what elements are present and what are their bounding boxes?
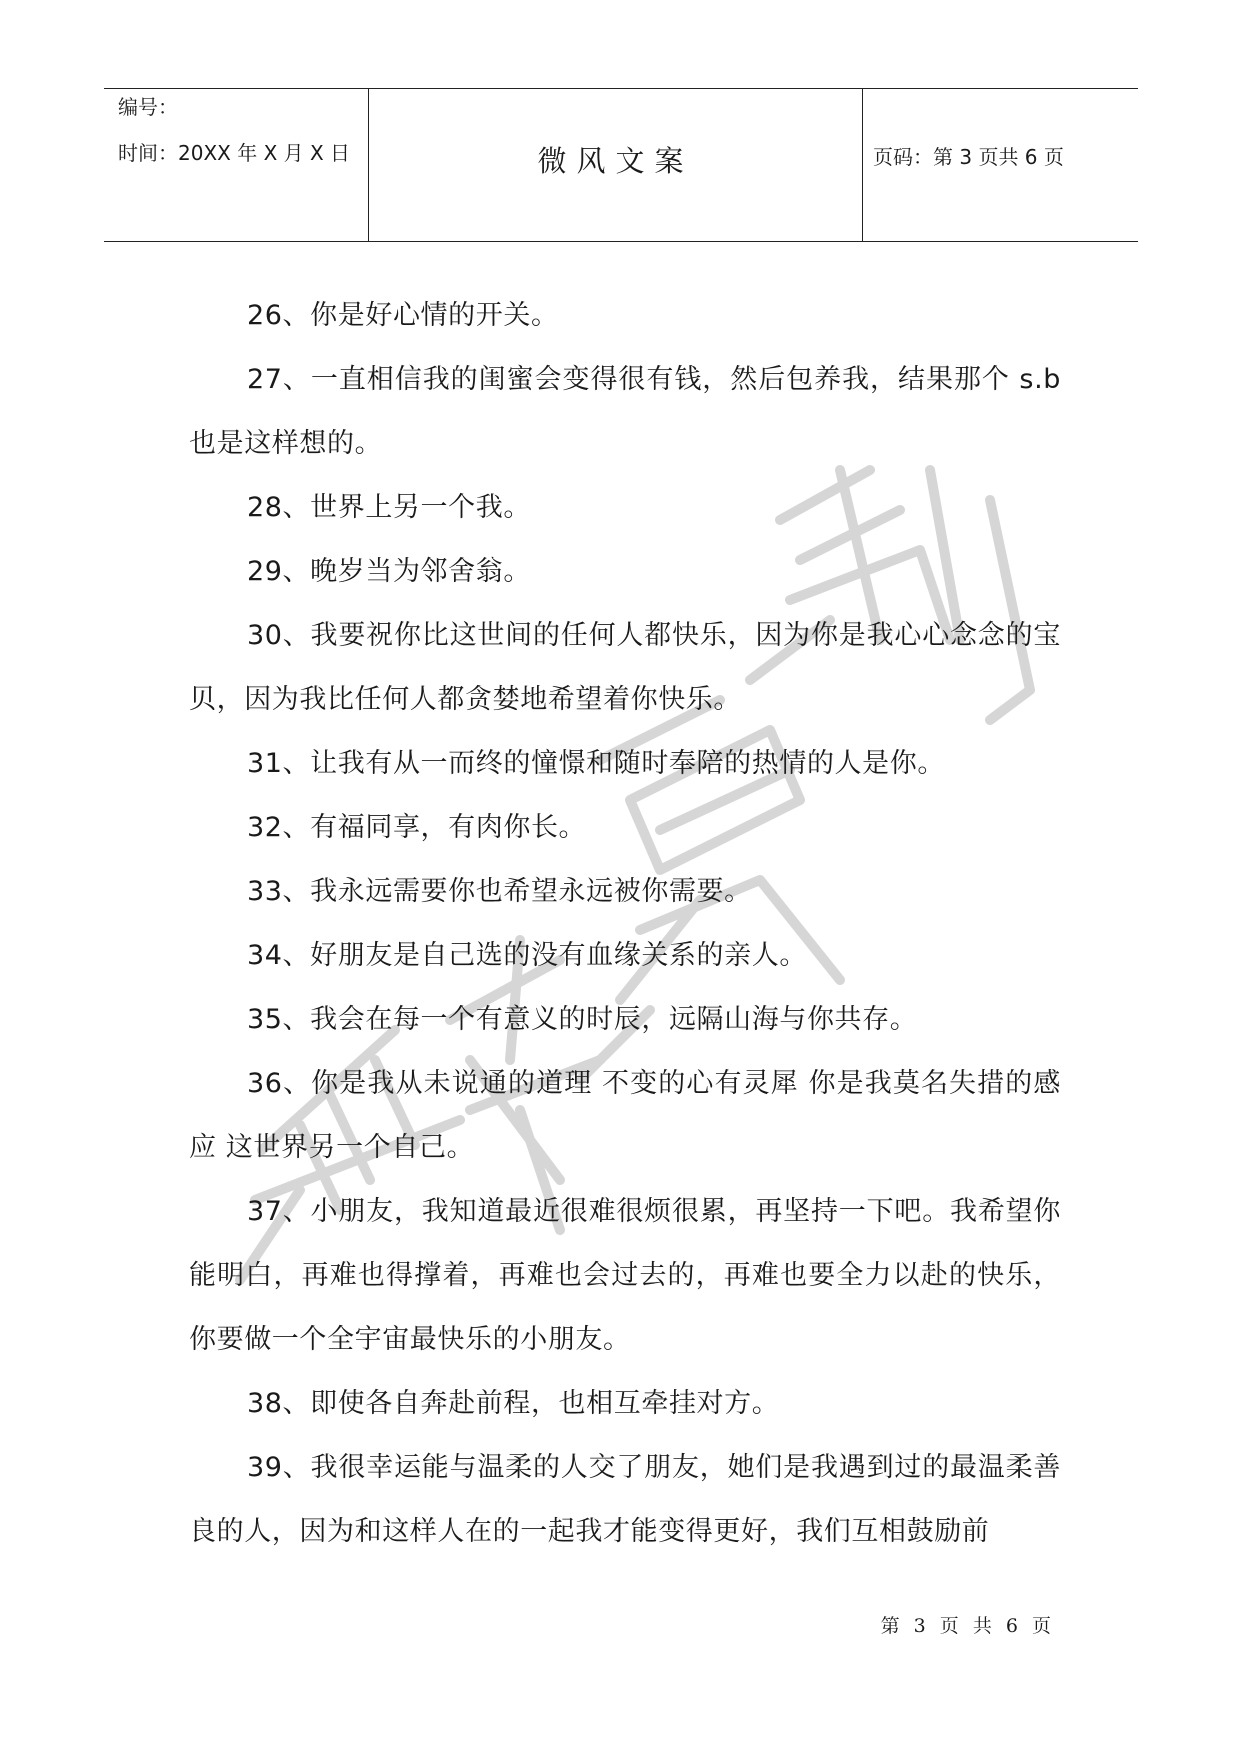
header-title-cell xyxy=(369,89,863,241)
header-right-cell xyxy=(863,89,1138,241)
header-left-cell xyxy=(104,89,369,241)
paragraph: 35、我会在每一个有意义的时辰，远隔山海与你共存。 xyxy=(247,1004,918,1035)
document-title: 微风文案 xyxy=(537,144,694,178)
paragraph: 30、我要祝你比这世间的任何人都快乐，因为你是我心心念念的宝贝，因为我比任何人都贪婪地希望着你快乐。 xyxy=(189,620,1061,715)
paragraph: 33、我永远需要你也希望永远被你需要。 xyxy=(247,876,752,907)
document-body xyxy=(189,284,1061,1564)
paragraph: 39、我很幸运能与温柔的人交了朋友，她们是我遇到过的最温柔善良的人，因为和这样人在的一起我才能变得更好，我们互相鼓励前 xyxy=(189,1452,1061,1547)
paragraph: 37、小朋友，我知道最近很难很烦很累，再坚持一下吧。我希望你能明白，再难也得撑着，再难也会过去的，再难也要全力以赴的快乐，你要做一个全宇宙最快乐的小朋友。 xyxy=(189,1196,1061,1355)
page-footer: 第 3 页 共 6 页 xyxy=(880,1615,1055,1637)
paragraph: 26、你是好心情的开关。 xyxy=(247,300,559,331)
paragraph: 34、好朋友是自己选的没有血缘关系的亲人。 xyxy=(247,940,807,971)
document-date-label: 时间：20XX 年 X 月 X 日 xyxy=(118,141,351,165)
paragraph: 36、你是我从未说通的道理 不变的心有灵犀 你是我莫名失措的感应 这世界另一个自己。 xyxy=(189,1068,1061,1163)
paragraph: 29、晚岁当为邻舍翁。 xyxy=(247,556,531,587)
paragraph: 28、世界上另一个我。 xyxy=(247,492,531,523)
paragraph: 38、即使各自奔赴前程，也相互牵挂对方。 xyxy=(247,1388,780,1419)
page-number-label: 页码：第 3 页共 6 页 xyxy=(873,145,1064,169)
paragraph: 32、有福同享，有肉你长。 xyxy=(247,812,587,843)
paragraph: 31、让我有从一而终的憧憬和随时奉陪的热情的人是你。 xyxy=(247,748,945,779)
document-number-label: 编号： xyxy=(118,95,178,119)
paragraph: 27、一直相信我的闺蜜会变得很有钱，然后包养我，结果那个 s.b 也是这样想的。 xyxy=(189,364,1061,459)
document-header xyxy=(104,88,1138,242)
